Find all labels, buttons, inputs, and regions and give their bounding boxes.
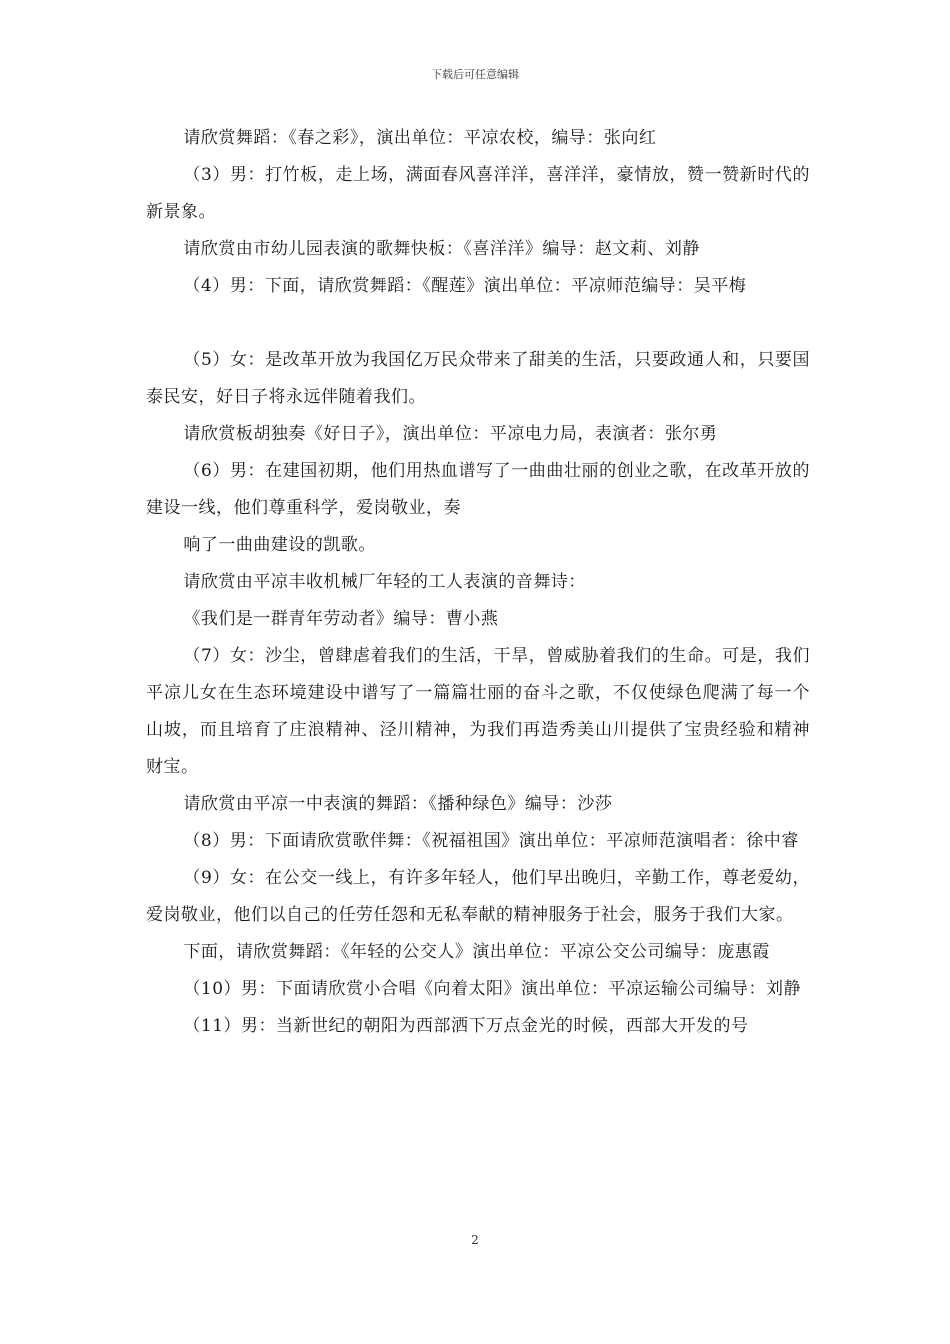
- paragraph: 请欣赏板胡独奏《好日子》，演出单位：平凉电力局，表演者：张尔勇: [183, 424, 718, 444]
- paragraph: （8）男：下面请欣赏歌伴舞：《祝福祖国》演出单位：平凉师范演唱者：徐中睿: [183, 831, 799, 851]
- paragraph: 响了一曲曲建设的凯歌。: [183, 535, 376, 555]
- blank-line: [146, 305, 810, 342]
- paragraph: 《我们是一群青年劳动者》编导：曹小燕: [183, 609, 499, 629]
- paragraph: （9）女：在公交一线上，有许多年轻人，他们早出晚归，辛勤工作，尊老爱幼，爱岗敬业，他们以自己的任劳任怨和无私奉献的精神服务于社会，服务于我们大家。: [146, 868, 810, 925]
- paragraph: （7）女：沙尘，曾肆虐着我们的生活，干旱，曾威胁着我们的生命。可是，我们平凉儿女在生态环境建设中谱写了一篇篇壮丽的奋斗之歌，不仅使绿色爬满了每一个山坡，而且培育了庄浪精神、泾川精神，为我们再造秀美山川提供了宝贵经验和精神财宝。: [146, 646, 810, 777]
- paragraph: （10）男：下面请欣赏小合唱《向着太阳》演出单位：平凉运输公司编导：刘静: [183, 979, 802, 999]
- paragraph: （11）男：当新世纪的朝阳为西部洒下万点金光的时候，西部大开发的号: [183, 1016, 749, 1036]
- document-body: [146, 120, 810, 1045]
- paragraph: 请欣赏舞蹈：《春之彩》，演出单位：平凉农校，编导：张向红: [183, 128, 657, 148]
- paragraph: 请欣赏由平凉丰收机械厂年轻的工人表演的音舞诗：: [183, 572, 586, 592]
- paragraph: 下面，请欣赏舞蹈：《年轻的公交人》演出单位：平凉公交公司编导：庞惠霞: [183, 942, 770, 962]
- paragraph: （5）女：是改革开放为我国亿万民众带来了甜美的生活，只要政通人和，只要国泰民安，好日子将永远伴随着我们。: [146, 350, 810, 407]
- paragraph: （6）男：在建国初期，他们用热血谱写了一曲曲壮丽的创业之歌，在改革开放的建设一线，他们尊重科学，爱岗敬业，奏: [146, 461, 810, 518]
- paragraph: 请欣赏由市幼儿园表演的歌舞快板：《喜洋洋》编导：赵文莉、刘静: [183, 239, 700, 259]
- paragraph: （4）男：下面，请欣赏舞蹈：《醒莲》演出单位：平凉师范编导：吴平梅: [183, 276, 747, 296]
- paragraph: （3）男：打竹板，走上场，满面春风喜洋洋，喜洋洋，豪情放，赞一赞新时代的新景象。: [146, 165, 810, 222]
- page-header: 下载后可任意编辑: [431, 68, 519, 81]
- page-number: 2: [471, 1233, 479, 1247]
- paragraph: 请欣赏由平凉一中表演的舞蹈：《播种绿色》编导：沙莎: [183, 794, 613, 814]
